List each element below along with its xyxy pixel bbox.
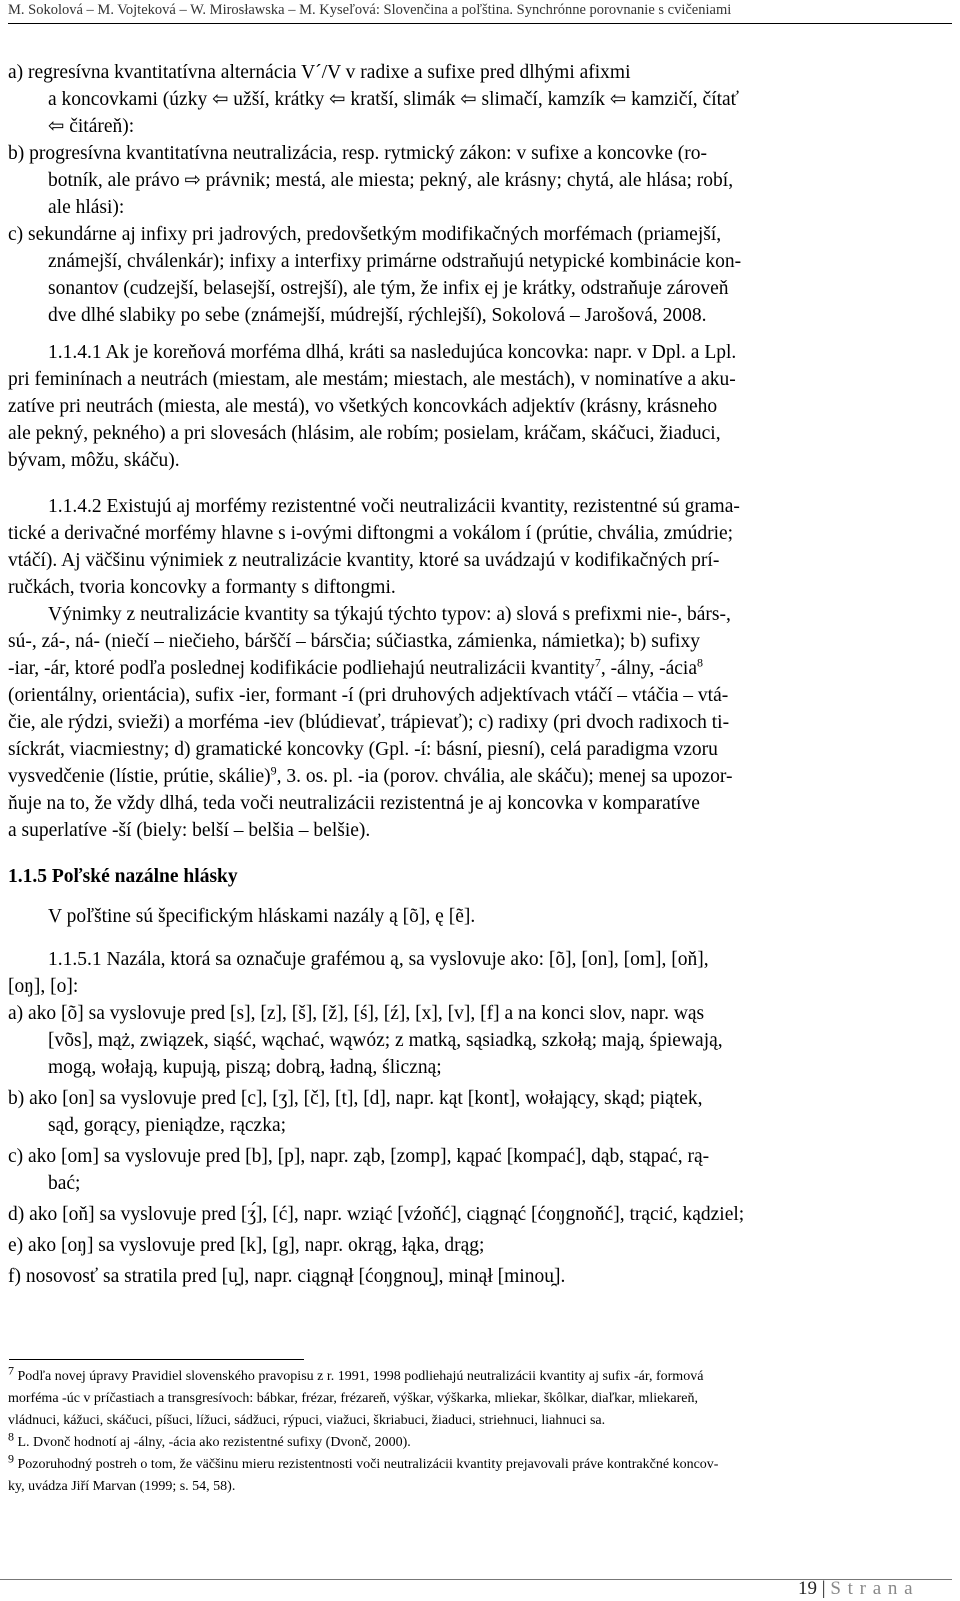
page-number: 19 [798,1578,817,1599]
text-line: bać; [48,1173,81,1194]
text-line: c) ako [om] sa vyslovuje pred [b], [p], napr. ząb, [zomp], kąpać [kompać], dąb, stąpać, rą- [8,1146,710,1167]
text-line: ale pekný, pekného) a pri slovesách (hlásim, ale robím; posielam, kráčam, skáčuci, žiaduci, [8,423,721,444]
text-line: d) ako [oň] sa vyslovuje pred [ʒ́], [ć], napr. wziąć [vźoňć], ciągnąć [ćoŋgnoňć], trącić, kądziel; [8,1204,745,1225]
text-line: mogą, wołają, kupują, piszą; dobrą, ładną, śliczną; [48,1057,442,1078]
text-line: ňuje na to, že vždy dlhá, teda voči neutralizácii rezistentná je aj koncovka v komparatíve [8,793,700,814]
text-line: c) sekundárne aj infixy pri jadrových, predovšetkým modifikačných morfémach (priamejší, [8,224,722,245]
text-segment: , 3. os. pl. -ia (porov. chvália, ale skáču); menej sa upozor- [276,766,733,787]
text-line: Výnimky z neutralizácie kvantity sa týkajú týchto typov: a) slová s prefixmi nie-, bárs-, [48,604,731,625]
footnote [8,1451,719,1474]
text-line: [oŋ], [o]: [8,976,79,997]
text-line: ručkách, tvoria koncovky a formanty s diftongmi. [8,577,396,598]
text-line [8,764,733,790]
page-label: S t r a n a [830,1578,914,1599]
page-footer: 19 | S t r a n a [798,1578,914,1599]
text-line: [võs], mąż, związek, siąść, wąchać, wąwóz; z matką, sąsiadką, szkołą; mają, śpiewają, [48,1030,723,1051]
footnote-ref: 9 [270,763,277,778]
text-line: ⇦ čitáreň): [48,116,135,137]
text-line: f) nosovosť sa stratila pred [u̯], napr. ciągnął [ćoŋgnou̯], minął [minou̯]. [8,1266,566,1287]
footnote-ref: 8 [697,655,703,670]
footnote-text: Podľa novej úpravy Pravidiel slovenského pravopisu z r. 1991, 1998 podliehajú neutralizácii kvantity aj sufix -ár, formová [17,1369,704,1384]
text-line: a) regresívna kvantitatívna alternácia V´/V v radixe a sufixe pred dlhými afixmi [8,62,631,83]
text-line: dve dlhé slabiky po sebe (známejší, múdrejší, rýchlejší), Sokolová – Jarošová, 2008. [48,305,707,326]
footnote-text: L. Dvonč hodnotí aj -álny, -ácia ako rezistentné sufixy (Dvonč, 2000). [17,1435,411,1450]
footnote-rule [9,1359,304,1360]
text-line: sąd, gorący, pieniądze, rączka; [48,1115,287,1136]
text-segment: , -álny, -ácia [600,658,697,679]
footnote-number: 8 [8,1429,14,1444]
footnote [8,1429,411,1452]
text-line: sonantov (cudzejší, belasejší, ostrejší), ale tým, že infix ej je krátky, odstraňuje zároveň [48,278,729,299]
footnote-number: 7 [8,1363,14,1378]
text-line [8,656,703,682]
text-segment: -iar, -ár, ktoré podľa poslednej kodifikácie podliehajú neutralizácii kvantity [8,658,595,679]
text-line: a koncovkami (úzky ⇦ užší, krátky ⇦ kratší, slimák ⇦ slimačí, kamzík ⇦ kamzičí, čítať [48,89,740,110]
text-line: 1.1.5.1 Nazála, ktorá sa označuje grafémou ą, sa vyslovuje ako: [õ], [on], [om], [oň], [48,949,709,970]
text-line: pri feminínach a neutrách (miestam, ale mestám; miestach, ale mestách), v nominatíve a aku- [8,369,736,390]
text-line: ale hlási): [48,197,125,218]
text-line: síckrát, viacmiestny; d) gramatické koncovky (Gpl. -í: básní, piesní), celá paradigma vzoru [8,739,718,760]
text-line: tické a derivačné morfémy hlavne s i-ovými diftongmi a vokálom í (prútie, chvália, zmúdrie; [8,523,734,544]
text-line: 1.1.4.2 Existujú aj morfémy rezistentné voči neutralizácii kvantity, rezistentné sú grama- [48,496,740,517]
text-line: b) progresívna kvantitatívna neutralizácia, resp. rytmický zákon: v sufixe a koncovke (ro- [8,143,708,164]
running-header: M. Sokolová – M. Vojteková – W. Mirosławska – M. Kyseľová: Slovenčina a poľština. Synchrónne porovnanie s cvičeniami [8,2,732,18]
text-line: 1.1.4.1 Ak je koreňová morféma dlhá, kráti sa nasledujúca koncovka: napr. v Dpl. a Lpl. [48,342,737,363]
text-line: V poľštine sú špecifickým hláskami nazály ą [õ], ę [ẽ]. [48,906,476,927]
footnote-line: vládnuci, kážuci, skáčuci, píšuci, lížuci, sádžuci, rýpuci, viažuci, škriabuci, žiaduci, striehnuci, liahnuci sa. [8,1413,606,1428]
section-heading: 1.1.5 Poľské nazálne hlásky [8,866,238,887]
footnote-ref: 7 [594,655,601,670]
header-rule [8,23,952,24]
text-line: sú-, zá-, ná- (niečí – niečieho, bárščí – bársčia; súčiastka, zámienka, námietka); b) sufixy [8,631,700,652]
text-line: botník, ale právo ⇨ právnik; mestá, ale miesta; pekný, ale krásny; chytá, ale hlása; robí, [48,170,734,191]
text-line: bývam, môžu, skáču). [8,450,180,471]
text-line: a) ako [õ] sa vyslovuje pred [s], [z], [š], [ž], [ś], [ź], [x], [v], [f] a na konci slov, napr. wąs [8,1003,705,1024]
footnote-line: ky, uvádza Jiří Marvan (1999; s. 54, 58). [8,1479,236,1494]
text-line: a superlatíve -ší (biely: belší – belšia – belšie). [8,820,371,841]
text-segment: vysvedčenie (lístie, prútie, skálie) [8,766,271,787]
text-line: (orientálny, orientácia), sufix -ier, formant -í (pri druhových adjektívach vtáčí – vtáčia – vtá- [8,685,729,706]
text-line: čie, ale rýdzi, svieži) a morféma -iev (blúdievať, trápievať); c) radixy (pri dvoch radixoch ti- [8,712,730,733]
text-line: zatíve pri neutrách (miesta, ale mestá), vo všetkých koncovkách adjektív (krásny, krásneho [8,396,718,417]
footnote-text: Pozoruhodný postreh o tom, že väčšinu mieru rezistentnosti voči neutralizácii kvantity prejavovali práve kontrakčné koncov- [17,1457,719,1472]
footnote [8,1363,704,1386]
footnote-line: morféma -úc v príčastiach a transgresívoch: bábkar, frézar, frézareň, výškar, výškarka, mliekar, škôlkar, diaľkar, mliekareň, [8,1391,698,1406]
text-line: vtáčí). Aj väčšinu výnimiek z neutralizácie kvantity, ktoré sa uvádzajú v kodifikačných prí- [8,550,720,571]
text-line: e) ako [oŋ] sa vyslovuje pred [k], [g], napr. okrąg, łąka, drąg; [8,1235,485,1256]
footnote-number: 9 [8,1451,14,1466]
text-line: b) ako [on] sa vyslovuje pred [c], [ʒ], [č], [t], [d], napr. kąt [kont], wołający, skąd; piątek, [8,1088,703,1109]
text-line: známejší, chválenkár); infixy a interfixy primárne odstraňujú netypické kombinácie kon- [48,251,742,272]
